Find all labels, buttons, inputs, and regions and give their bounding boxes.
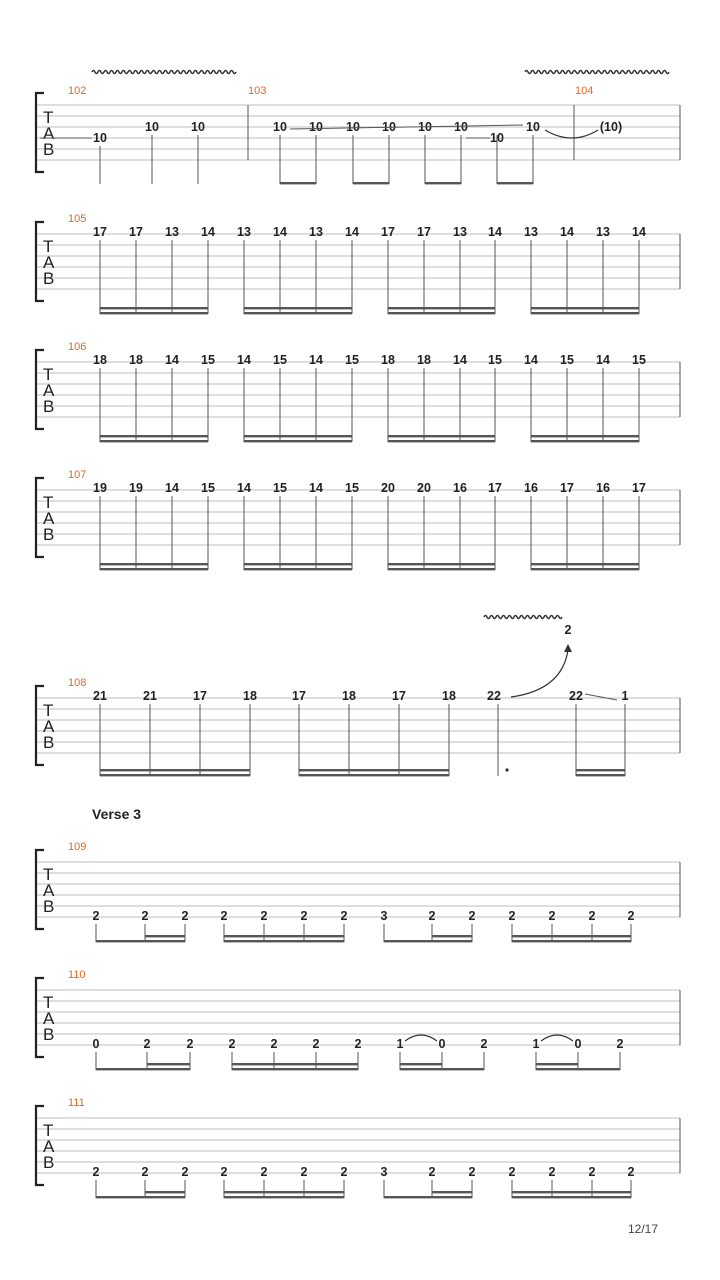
note-beam — [512, 1196, 631, 1198]
tab-clef-letter: T — [43, 365, 54, 384]
note-beam — [96, 940, 185, 942]
fret-number: 10 — [490, 131, 504, 145]
fret-number: 17 — [193, 689, 207, 703]
fret-number: 2 — [548, 909, 556, 923]
tie-arc — [405, 1035, 437, 1041]
fret-number: 16 — [453, 481, 467, 495]
note-beam — [531, 312, 639, 314]
fret-number: 22 — [487, 689, 501, 703]
note-beam — [96, 1068, 190, 1070]
note-beam — [512, 940, 631, 942]
note-beam — [244, 563, 352, 565]
note-beam — [244, 568, 352, 570]
fret-number: 14 — [488, 225, 502, 239]
fret-number: 14 — [237, 481, 251, 495]
fret-number: 18 — [243, 689, 257, 703]
measure-number: 109 — [68, 841, 87, 853]
note-beam — [531, 563, 639, 565]
fret-number: 14 — [596, 353, 610, 367]
tab-clef-letter: A — [43, 253, 55, 272]
fret-number: 2 — [588, 909, 596, 923]
fret-number: 18 — [417, 353, 431, 367]
fret-number: 15 — [632, 353, 646, 367]
note-beam — [100, 440, 208, 442]
note-beam — [100, 774, 250, 776]
tie-arc — [545, 130, 598, 138]
fret-number: 2 — [508, 909, 516, 923]
fret-number: 2 — [141, 909, 149, 923]
fret-number: 14 — [165, 481, 179, 495]
note-beam — [244, 440, 352, 442]
fret-number: 10 — [273, 120, 287, 134]
fret-number: 2 — [548, 1165, 556, 1179]
tab-clef-letter: T — [43, 108, 54, 127]
tab-clef-letter: B — [43, 1025, 55, 1044]
fret-number: 2 — [508, 1165, 516, 1179]
note-beam — [244, 312, 352, 314]
note-beam — [531, 307, 639, 309]
note-beam — [388, 563, 495, 565]
fret-number: 19 — [93, 481, 107, 495]
fret-number: 2 — [588, 1165, 596, 1179]
tab-clef-letter: B — [43, 733, 55, 752]
fret-number: 0 — [574, 1037, 582, 1051]
slide-line — [585, 694, 617, 700]
fret-number: 21 — [143, 689, 157, 703]
note-beam — [576, 774, 625, 776]
bend-value: 2 — [564, 623, 572, 637]
vibrato-mark — [525, 71, 669, 74]
note-beam — [100, 769, 250, 771]
note-beam — [100, 568, 208, 570]
bend-arrowhead — [564, 644, 572, 652]
measure-number: 102 — [68, 85, 87, 97]
note-beam — [299, 769, 449, 771]
fret-number: (10) — [599, 120, 623, 134]
fret-number: 2 — [354, 1037, 362, 1051]
fret-number: 1 — [621, 689, 629, 703]
note-beam — [536, 1063, 578, 1065]
note-beam — [512, 935, 631, 937]
note-beam — [497, 182, 533, 184]
tab-clef-letter: T — [43, 1121, 54, 1140]
note-beam — [244, 307, 352, 309]
note-beam — [147, 1063, 190, 1065]
note-beam — [224, 1196, 344, 1198]
note-beam — [531, 435, 639, 437]
fret-number: 20 — [417, 481, 431, 495]
fret-number: 14 — [453, 353, 467, 367]
fret-number: 0 — [92, 1037, 100, 1051]
fret-number: 2 — [300, 1165, 308, 1179]
fret-number: 2 — [428, 909, 436, 923]
tab-clef-letter: A — [43, 124, 55, 143]
note-beam — [224, 935, 344, 937]
fret-number: 14 — [165, 353, 179, 367]
fret-number: 16 — [524, 481, 538, 495]
tab-clef-letter: A — [43, 881, 55, 900]
fret-number: 2 — [220, 1165, 228, 1179]
fret-number: 17 — [488, 481, 502, 495]
fret-number: 14 — [237, 353, 251, 367]
note-beam — [232, 1063, 358, 1065]
note-beam — [388, 435, 495, 437]
fret-number: 2 — [143, 1037, 151, 1051]
fret-number: 2 — [220, 909, 228, 923]
fret-number: 22 — [569, 689, 583, 703]
note-beam — [388, 307, 495, 309]
tab-clef-letter: B — [43, 897, 55, 916]
fret-number: 10 — [346, 120, 360, 134]
fret-number: 15 — [560, 353, 574, 367]
fret-number: 2 — [468, 909, 476, 923]
note-beam — [576, 769, 625, 771]
fret-number: 14 — [309, 353, 323, 367]
fret-number: 14 — [273, 225, 287, 239]
note-beam — [388, 568, 495, 570]
note-beam — [353, 182, 389, 184]
fret-number: 17 — [292, 689, 306, 703]
fret-number: 14 — [201, 225, 215, 239]
fret-number: 2 — [627, 1165, 635, 1179]
note-beam — [384, 1196, 472, 1198]
fret-number: 17 — [560, 481, 574, 495]
note-beam — [400, 1063, 442, 1065]
fret-number: 2 — [468, 1165, 476, 1179]
tab-clef-letter: B — [43, 1153, 55, 1172]
tab-clef-letter: B — [43, 269, 55, 288]
note-beam — [400, 1068, 484, 1070]
note-beam — [388, 312, 495, 314]
fret-number: 2 — [270, 1037, 278, 1051]
tab-clef-letter: T — [43, 237, 54, 256]
fret-number: 15 — [201, 481, 215, 495]
fret-number: 17 — [129, 225, 143, 239]
fret-number: 2 — [181, 909, 189, 923]
measure-number: 108 — [68, 677, 87, 689]
fret-number: 14 — [309, 481, 323, 495]
note-beam — [432, 1191, 472, 1193]
fret-number: 13 — [237, 225, 251, 239]
note-beam — [531, 568, 639, 570]
fret-number: 2 — [428, 1165, 436, 1179]
fret-number: 15 — [273, 481, 287, 495]
note-beam — [100, 563, 208, 565]
fret-number: 2 — [480, 1037, 488, 1051]
fret-number: 17 — [632, 481, 646, 495]
fret-number: 2 — [627, 909, 635, 923]
fret-number: 15 — [488, 353, 502, 367]
fret-number: 0 — [438, 1037, 446, 1051]
measure-number: 103 — [248, 85, 267, 97]
fret-number: 20 — [381, 481, 395, 495]
fret-number: 15 — [201, 353, 215, 367]
tab-clef-letter: A — [43, 1137, 55, 1156]
fret-number: 10 — [145, 120, 159, 134]
tab-clef-letter: B — [43, 525, 55, 544]
fret-number: 17 — [381, 225, 395, 239]
note-beam — [280, 182, 316, 184]
note-beam — [100, 312, 208, 314]
note-beam — [224, 940, 344, 942]
dot — [505, 768, 508, 771]
fret-number: 1 — [532, 1037, 540, 1051]
fret-number: 10 — [191, 120, 205, 134]
fret-number: 10 — [454, 120, 468, 134]
fret-number: 2 — [181, 1165, 189, 1179]
measure-number: 106 — [68, 341, 87, 353]
fret-number: 18 — [129, 353, 143, 367]
fret-number: 2 — [340, 1165, 348, 1179]
note-beam — [96, 1196, 185, 1198]
note-beam — [425, 182, 461, 184]
fret-number: 13 — [309, 225, 323, 239]
note-beam — [432, 935, 472, 937]
fret-number: 13 — [165, 225, 179, 239]
tie-arc — [541, 1035, 573, 1041]
measure-number: 104 — [575, 85, 594, 97]
fret-number: 2 — [141, 1165, 149, 1179]
tab-clef-letter: A — [43, 509, 55, 528]
measure-number: 110 — [68, 969, 86, 981]
section-label: Verse 3 — [92, 806, 142, 822]
note-beam — [388, 440, 495, 442]
fret-number: 10 — [309, 120, 323, 134]
tab-clef-letter: T — [43, 701, 54, 720]
fret-number: 3 — [380, 1165, 388, 1179]
fret-number: 21 — [93, 689, 107, 703]
fret-number: 2 — [616, 1037, 624, 1051]
fret-number: 16 — [596, 481, 610, 495]
fret-number: 13 — [596, 225, 610, 239]
fret-number: 2 — [92, 909, 100, 923]
bend-arrow — [511, 650, 568, 697]
note-beam — [244, 435, 352, 437]
note-beam — [100, 307, 208, 309]
tab-clef-letter: A — [43, 1009, 55, 1028]
fret-number: 2 — [92, 1165, 100, 1179]
tab-clef-letter: T — [43, 493, 54, 512]
note-beam — [224, 1191, 344, 1193]
note-beam — [232, 1068, 358, 1070]
tab-clef-letter: T — [43, 865, 54, 884]
fret-number: 18 — [93, 353, 107, 367]
fret-number: 17 — [417, 225, 431, 239]
fret-number: 2 — [260, 1165, 268, 1179]
page-number: 12/17 — [628, 1222, 659, 1236]
note-beam — [536, 1068, 620, 1070]
fret-number: 2 — [186, 1037, 194, 1051]
tab-clef-letter: B — [43, 397, 55, 416]
note-beam — [512, 1191, 631, 1193]
fret-number: 14 — [524, 353, 538, 367]
fret-number: 2 — [340, 909, 348, 923]
fret-number: 18 — [442, 689, 456, 703]
note-beam — [299, 774, 449, 776]
fret-number: 2 — [260, 909, 268, 923]
note-beam — [145, 935, 185, 937]
fret-number: 17 — [93, 225, 107, 239]
fret-number: 1 — [396, 1037, 404, 1051]
fret-number: 18 — [342, 689, 356, 703]
tab-clef-letter: T — [43, 993, 54, 1012]
fret-number: 13 — [453, 225, 467, 239]
fret-number: 14 — [345, 225, 359, 239]
tab-clef-letter: A — [43, 381, 55, 400]
tab-clef-letter: B — [43, 140, 55, 159]
fret-number: 15 — [273, 353, 287, 367]
note-beam — [100, 435, 208, 437]
fret-number: 2 — [312, 1037, 320, 1051]
measure-number: 107 — [68, 469, 87, 481]
tab-clef-letter: A — [43, 717, 55, 736]
fret-number: 10 — [93, 131, 107, 145]
note-beam — [531, 440, 639, 442]
note-beam — [384, 940, 472, 942]
fret-number: 14 — [560, 225, 574, 239]
fret-number: 17 — [392, 689, 406, 703]
vibrato-mark — [92, 71, 236, 74]
measure-number: 105 — [68, 213, 87, 225]
fret-number: 15 — [345, 353, 359, 367]
fret-number: 13 — [524, 225, 538, 239]
fret-number: 14 — [632, 225, 646, 239]
fret-number: 15 — [345, 481, 359, 495]
note-beam — [145, 1191, 185, 1193]
fret-number: 2 — [300, 909, 308, 923]
fret-number: 3 — [380, 909, 388, 923]
fret-number: 19 — [129, 481, 143, 495]
fret-number: 2 — [228, 1037, 236, 1051]
fret-number: 18 — [381, 353, 395, 367]
fret-number: 10 — [526, 120, 540, 134]
vibrato-mark — [484, 616, 562, 619]
measure-number: 111 — [68, 1097, 85, 1109]
